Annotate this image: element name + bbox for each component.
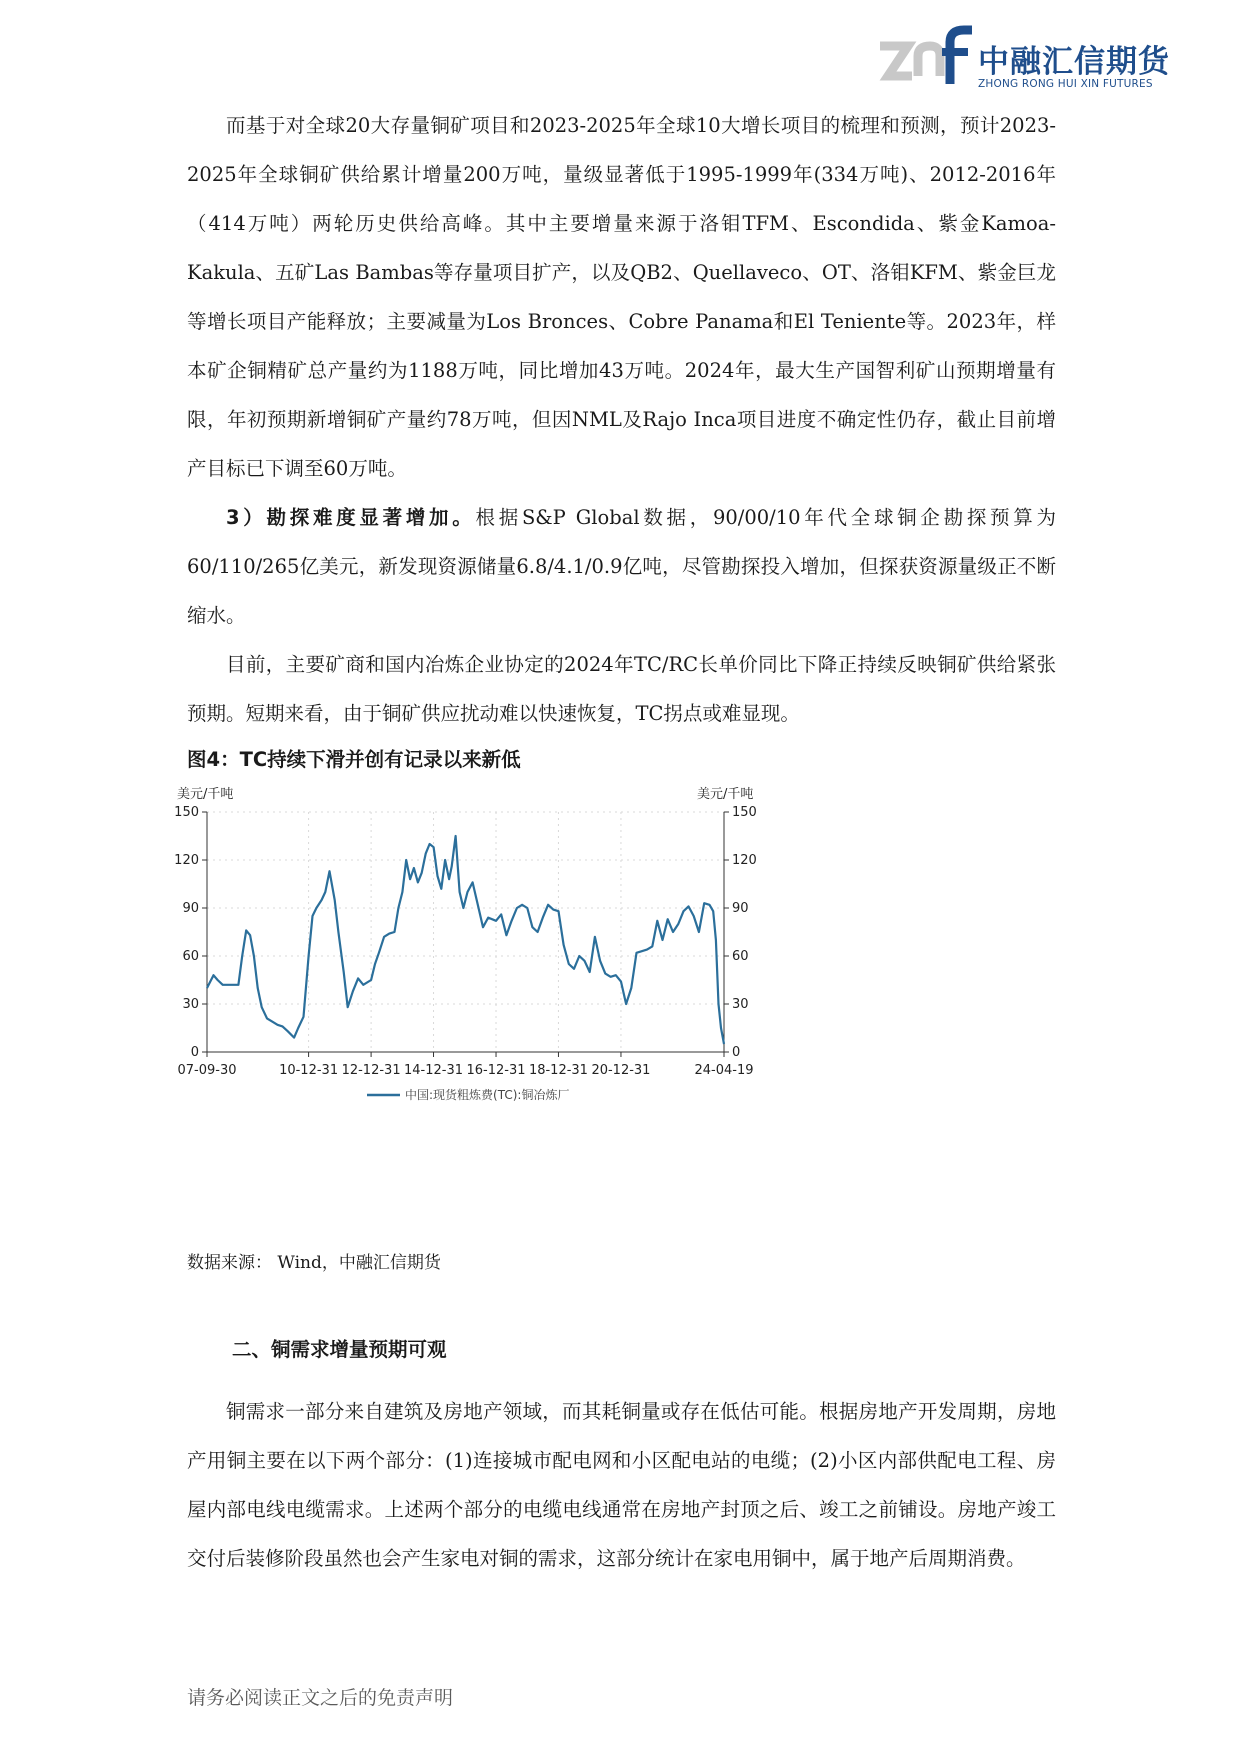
x-tick-label: 12-12-31: [341, 1063, 401, 1078]
company-logo: [878, 26, 1178, 92]
right-axis-unit-label: 美元/千吨: [697, 787, 754, 802]
paragraph-tc-outlook: 目前，主要矿商和国内冶炼企业协定的2024年TC/RC长单价同比下降正持续反映铜矿供给紧张预期。短期来看，由于铜矿供应扰动难以快速恢复，TC拐点或难显现。: [187, 653, 1056, 725]
x-tick-label: 10-12-31: [279, 1063, 339, 1078]
y-tick-label-right: 150: [732, 805, 757, 820]
y-tick-label-left: 90: [182, 901, 199, 916]
y-tick-label-left: 120: [174, 853, 199, 868]
y-tick-label-right: 90: [732, 901, 749, 916]
y-tick-label-right: 60: [732, 949, 749, 964]
y-tick-label-left: 0: [190, 1045, 199, 1060]
figure-source: 数据来源： Wind，中融汇信期货: [187, 1253, 441, 1273]
chart-axes: [174, 805, 757, 1078]
y-tick-label-right: 30: [732, 997, 749, 1012]
paragraph-exploration: [187, 493, 1056, 640]
x-tick-label: 18-12-31: [528, 1063, 588, 1078]
logo-english-name: ZHONG RONG HUI XIN FUTURES: [978, 78, 1153, 90]
section-title: 二、铜需求增量预期可观: [232, 1338, 447, 1361]
x-tick-label: 20-12-31: [591, 1063, 651, 1078]
paragraph-copper-supply: 而基于对全球20大存量铜矿项目和2023-2025年全球10大增长项目的梳理和预测，预计2023-2025年全球铜矿供给累计增量200万吨，量级显著低于1995-1999年(334万吨)、2012-2016年（414万吨）两轮历史供给高峰。其中主要增量来源于洛钼TFM、Escondida、紫金Kamoa-Kakula、五矿Las Bambas等存量项目扩产，以及QB2、Quellaveco、OT、洛钼KFM、紫金巨龙等增长项目产能释放；主要减量为Los Bronces、Cobre Panama和El Teniente等。2023年，样本矿企铜精矿总产量约为1188万吨，同比增加43万吨。2024年，最大生产国智利矿山预期增量有限，年初预期新增铜矿产量约78万吨，但因NML及Rajo Inca项目进度不确定性仍存，截止目前增产目标已下调至60万吨。: [187, 114, 1056, 480]
y-tick-label-left: 150: [174, 805, 199, 820]
x-tick-label: 14-12-31: [404, 1063, 464, 1078]
y-tick-label-right: 120: [732, 853, 757, 868]
disclaimer-footer: 请务必阅读正文之后的免责声明: [187, 1687, 454, 1709]
figure-title: 图4：TC持续下滑并创有记录以来新低: [187, 748, 521, 771]
y-tick-label-left: 30: [182, 997, 199, 1012]
logo-chinese-name: 中融汇信期货: [978, 44, 1170, 80]
chart-legend: [367, 1087, 569, 1102]
paragraph-exploration-body: 根据S&P Global数据，90/00/10年代全球铜企勘探预算为60/110/265亿美元，新发现资源储量6.8/4.1/0.9亿吨，尽管勘探投入增加，但探获资源量级正不断缩水。: [187, 506, 1056, 627]
x-tick-label: 07-09-30: [177, 1063, 237, 1078]
y-tick-label-right: 0: [732, 1045, 741, 1060]
znf-logo-icon: [878, 26, 974, 92]
paragraph-exploration-heading: 3）勘探难度显著增加。: [226, 506, 476, 529]
x-tick-label: 24-04-19: [694, 1063, 754, 1078]
legend-label: 中国:现货粗炼费(TC):铜冶炼厂: [405, 1088, 570, 1102]
paragraph-copper-demand: 铜需求一部分来自建筑及房地产领域，而其耗铜量或存在低估可能。根据房地产开发周期，房地产用铜主要在以下两个部分：(1)连接城市配电网和小区配电站的电缆；(2)小区内部供配电工程、房屋内部电线电缆需求。上述两个部分的电缆电线通常在房地产封顶之后、竣工之前铺设。房地产竣工交付后装修阶段虽然也会产生家电对铜的需求，这部分统计在家电用铜中，属于地产后周期消费。: [187, 1400, 1056, 1570]
series-line-tc: [207, 836, 724, 1044]
y-tick-label-left: 60: [182, 949, 199, 964]
chart-grid: [207, 812, 724, 1052]
left-axis-unit-label: 美元/千吨: [177, 787, 234, 802]
tc-line-chart: [174, 782, 862, 1237]
x-tick-label: 16-12-31: [466, 1063, 526, 1078]
